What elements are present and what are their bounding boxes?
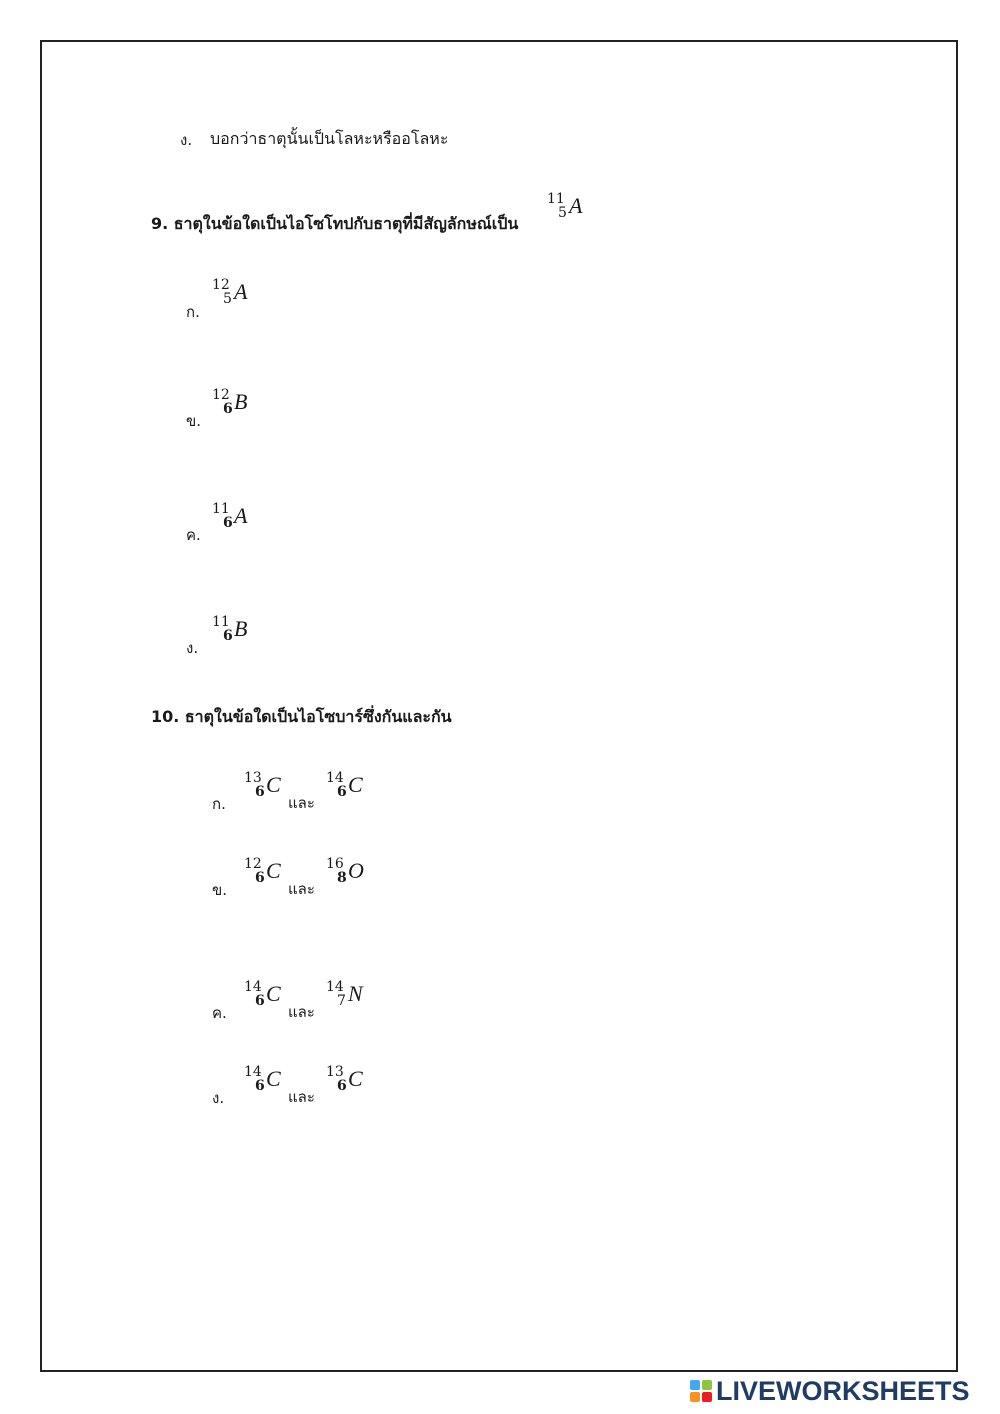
atomic-number: 6 bbox=[255, 784, 265, 800]
brand-name: LIVEWORKSHEETS bbox=[716, 1375, 970, 1406]
q9-option-b[interactable] bbox=[212, 388, 272, 430]
atomic-number: 6 bbox=[255, 1078, 265, 1094]
atomic-number: 6 bbox=[223, 401, 233, 417]
element-symbol: O bbox=[348, 858, 364, 883]
mass-number: 11 bbox=[212, 614, 230, 630]
q9-option-d-letter: ง. bbox=[186, 639, 199, 657]
q10-option-b-second[interactable] bbox=[326, 857, 386, 899]
mass-number: 13 bbox=[326, 1064, 344, 1080]
and-word: และ bbox=[288, 794, 315, 812]
atomic-number: 6 bbox=[223, 628, 233, 644]
mass-number: 14 bbox=[326, 770, 344, 786]
element-symbol: C bbox=[266, 1066, 281, 1091]
q9-option-c[interactable] bbox=[212, 502, 272, 544]
atomic-number: 5 bbox=[223, 291, 232, 307]
element-symbol: C bbox=[266, 858, 281, 883]
q9-option-c-letter: ค. bbox=[186, 526, 201, 544]
and-word: และ bbox=[288, 1003, 315, 1021]
mass-number: 12 bbox=[212, 387, 230, 403]
element-symbol: A bbox=[234, 503, 248, 528]
element-symbol: C bbox=[266, 981, 281, 1006]
element-symbol: C bbox=[266, 772, 281, 797]
atomic-number: 7 bbox=[337, 993, 346, 1009]
prev-option-d-letter: ง. bbox=[180, 131, 193, 149]
mass-number: 14 bbox=[244, 1064, 262, 1080]
logo-square-red bbox=[702, 1392, 712, 1402]
element-symbol: A bbox=[234, 279, 248, 304]
element-symbol: B bbox=[234, 389, 248, 414]
liveworksheets-brand[interactable] bbox=[690, 1376, 970, 1406]
logo-square-blue bbox=[690, 1380, 700, 1390]
q10-option-c-letter: ค. bbox=[212, 1004, 227, 1022]
mass-number: 13 bbox=[244, 770, 262, 786]
q9-option-b-letter: ข. bbox=[186, 412, 202, 430]
question-10-text: 10. ธาตุในข้อใดเป็นไอโซบาร์ซึ่งกันและกัน bbox=[151, 707, 452, 726]
atomic-number: 6 bbox=[255, 870, 265, 886]
atomic-number: 5 bbox=[558, 205, 567, 221]
mass-number: 12 bbox=[244, 856, 262, 872]
mass-number: 14 bbox=[244, 979, 262, 995]
element-symbol: N bbox=[348, 981, 363, 1006]
q10-option-a-second[interactable] bbox=[326, 771, 386, 813]
atomic-number: 6 bbox=[337, 1078, 347, 1094]
mass-number: 16 bbox=[326, 856, 344, 872]
q10-option-d-second[interactable] bbox=[326, 1065, 386, 1107]
question-9-symbol bbox=[547, 192, 607, 234]
logo-square-green bbox=[702, 1380, 712, 1390]
and-word: และ bbox=[288, 880, 315, 898]
q10-option-a-letter: ก. bbox=[212, 795, 226, 813]
atomic-number: 8 bbox=[337, 870, 347, 886]
element-symbol: C bbox=[348, 772, 363, 797]
question-9-text: 9. ธาตุในข้อใดเป็นไอโซโทปกับธาตุที่มีสัญลักษณ์เป็น bbox=[151, 214, 519, 233]
mass-number: 14 bbox=[326, 979, 344, 995]
and-word: และ bbox=[288, 1088, 315, 1106]
element-symbol: A bbox=[569, 193, 583, 218]
atomic-number: 6 bbox=[337, 784, 347, 800]
prev-option-d-text: บอกว่าธาตุนั้นเป็นโลหะหรืออโลหะ bbox=[210, 129, 449, 148]
mass-number: 11 bbox=[212, 501, 230, 517]
q9-option-d[interactable] bbox=[212, 615, 272, 657]
atomic-number: 6 bbox=[223, 515, 233, 531]
q10-option-b-letter: ข. bbox=[212, 881, 228, 899]
q9-option-a-letter: ก. bbox=[186, 303, 200, 321]
logo-square-orange bbox=[690, 1392, 700, 1402]
element-symbol: B bbox=[234, 616, 248, 641]
q10-option-d-letter: ง. bbox=[212, 1089, 225, 1107]
element-symbol: C bbox=[348, 1066, 363, 1091]
q9-option-a[interactable] bbox=[212, 278, 272, 320]
q10-option-c-second[interactable] bbox=[326, 980, 386, 1022]
mass-number: 12 bbox=[212, 277, 230, 293]
atomic-number: 6 bbox=[255, 993, 265, 1009]
mass-number: 11 bbox=[547, 191, 565, 207]
liveworksheets-logo-icon bbox=[690, 1380, 712, 1402]
